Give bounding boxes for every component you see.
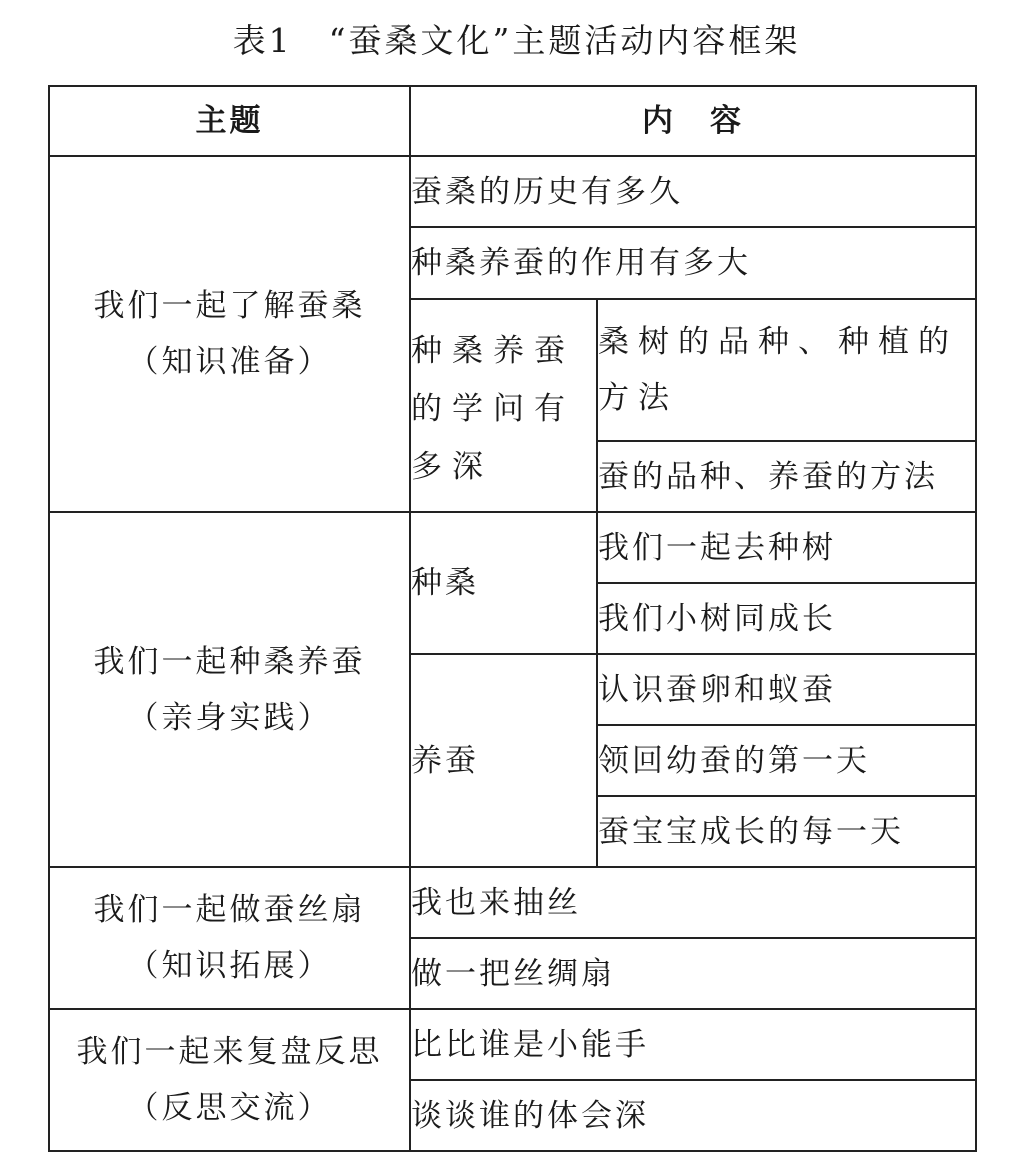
theme-title: 我们一起了解蚕桑 [93,288,366,324]
theme-title: 我们一起做蚕丝扇 [93,892,366,928]
content-cell: 比比谁是小能手 [410,1009,976,1080]
content-cell: 蚕的品种、养蚕的方法 [597,441,976,512]
content-cell: 我也来抽丝 [410,867,976,938]
header-theme: 主题 [49,86,410,156]
table-row [49,1009,976,1080]
header-content: 内 容 [410,86,976,156]
theme-note: （亲身实践） [127,699,332,736]
theme-cell-practice [49,512,410,867]
subgroup-label: 种桑养蚕的学问有多深 [410,299,597,512]
table-header-row [49,86,976,156]
theme-note: （知识准备） [127,344,332,380]
activity-framework-table [48,85,977,1152]
table-row [49,512,976,583]
content-cell: 我们小树同成长 [597,583,976,654]
table-row [49,867,976,938]
theme-note: （知识拓展） [127,948,332,984]
theme-note: （反思交流） [127,1090,332,1126]
table-row [49,156,976,227]
theme-cell-extension [49,867,410,1009]
content-cell: 领回幼蚕的第一天 [597,725,976,796]
content-cell: 做一把丝绸扇 [410,938,976,1009]
content-cell: 蚕桑的历史有多久 [410,156,976,227]
content-cell: 认识蚕卵和蚁蚕 [597,654,976,725]
theme-title: 我们一起来复盘反思 [76,1034,383,1070]
table-caption: 表1 “蚕桑文化”主题活动内容框架 [232,21,801,60]
theme-cell-knowledge [49,156,410,512]
theme-cell-reflection [49,1009,410,1151]
subgroup-label: 养蚕 [410,654,597,867]
content-cell: 我们一起去种树 [597,512,976,583]
content-cell: 种桑养蚕的作用有多大 [410,227,976,299]
content-cell: 桑树的品种、种植的方法 [597,299,976,441]
content-cell: 蚕宝宝成长的每一天 [597,796,976,867]
theme-title: 我们一起种桑养蚕 [93,643,366,680]
subgroup-label: 种桑 [410,512,597,654]
content-cell: 谈谈谁的体会深 [410,1080,976,1151]
